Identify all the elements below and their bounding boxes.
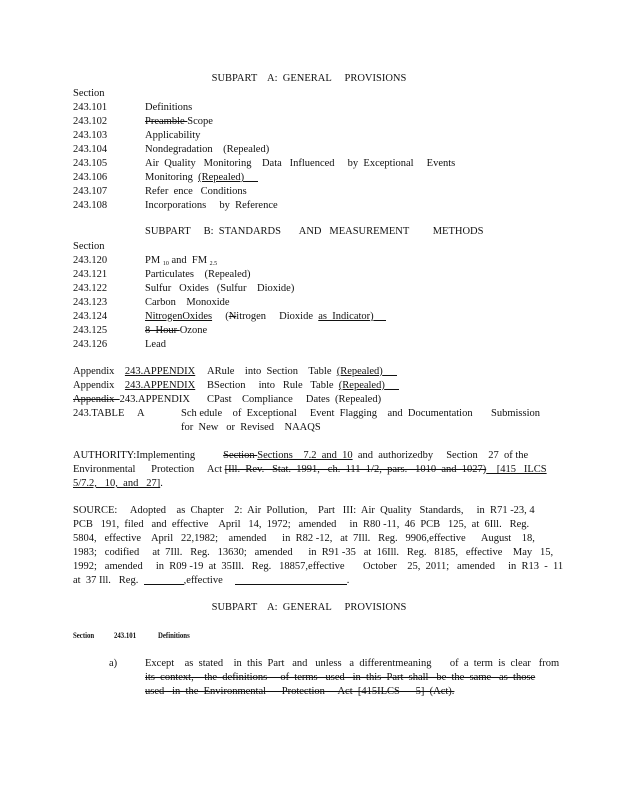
underline-blank bbox=[383, 365, 397, 376]
appendix-row bbox=[73, 365, 195, 378]
source-line bbox=[73, 574, 349, 587]
source-text: . bbox=[346, 575, 350, 586]
struck-text: Section bbox=[223, 450, 258, 461]
appendix-lead: Appendix bbox=[73, 380, 125, 391]
pm-subscript: 10 bbox=[162, 261, 169, 267]
source-line: PCB 191, filed and effective April 14, 1972; amended in R80 -11, 46 PCB 125, at 6Ill. Reg. bbox=[73, 519, 530, 530]
authority-line-1 bbox=[73, 449, 528, 462]
struck-text: 8 Hour bbox=[145, 325, 180, 336]
table-lead: 243.TABLE bbox=[73, 408, 125, 419]
para-line-struck: its context, the definitions of terms used in this Part shall be the same as those bbox=[145, 672, 536, 683]
source-text: at 37 Ill. Reg. bbox=[73, 575, 144, 586]
toc-title bbox=[145, 310, 386, 323]
toc-title: Nondegradation (Repealed) bbox=[145, 144, 270, 155]
source-text: ,effective bbox=[183, 575, 223, 586]
toc-title: Refer ence Conditions bbox=[145, 186, 247, 197]
toc-num: 243.104 bbox=[73, 144, 108, 155]
underline-blank bbox=[244, 171, 258, 182]
toc-title: Incorporations by Reference bbox=[145, 200, 278, 211]
underlined-text: (Repealed) bbox=[198, 172, 245, 183]
pm-text: PM bbox=[145, 255, 163, 266]
subpart-a-title-repeat: SUBPART A: GENERAL PROVISIONS bbox=[211, 602, 407, 613]
appendix-tail: (Repealed) bbox=[338, 380, 385, 391]
appendix-letter: C bbox=[207, 394, 215, 405]
pm-subscript: 2.5 bbox=[209, 261, 218, 267]
toc-title: Air Quality Monitoring Data Influenced by Exceptional Events bbox=[145, 158, 456, 169]
appendix-lead: Appendix bbox=[73, 394, 120, 405]
toc-num: 243.121 bbox=[73, 269, 108, 280]
para-line: Except as stated in this Part and unless a differentmeaning of a term is clear from bbox=[145, 658, 560, 669]
appendix-text: Past Compliance Dates (Repealed) bbox=[214, 394, 382, 405]
authority-label: AUTHORITY:Implementing bbox=[73, 450, 196, 461]
appendix-code: 243.APPENDIX bbox=[124, 380, 196, 391]
appendix-letter: B bbox=[207, 380, 215, 391]
appendix-desc bbox=[207, 393, 381, 406]
struck-text: Preamble bbox=[145, 116, 188, 127]
section-label: Section bbox=[73, 241, 105, 252]
toc-title-text: itrogen Dioxide bbox=[236, 311, 319, 322]
toc-title-text: Monitoring bbox=[145, 172, 199, 183]
toc-title: Definitions bbox=[145, 102, 193, 113]
underlined-text: [415 ILCS bbox=[486, 464, 547, 475]
toc-num: 243.106 bbox=[73, 172, 108, 183]
appendix-row bbox=[73, 393, 190, 406]
toc-title: Lead bbox=[145, 339, 166, 350]
underline-blank bbox=[374, 310, 386, 321]
toc-num: 243.123 bbox=[73, 297, 108, 308]
toc-num: 243.122 bbox=[73, 283, 108, 294]
toc-num: 243.120 bbox=[73, 255, 108, 266]
appendix-row bbox=[73, 379, 195, 392]
toc-num: 243.102 bbox=[73, 116, 108, 127]
subpart-a-title: SUBPART A: GENERAL PROVISIONS bbox=[211, 73, 407, 84]
authority-line-3 bbox=[73, 477, 163, 490]
underline-blank bbox=[235, 574, 347, 585]
toc-num: 243.124 bbox=[73, 311, 108, 322]
underlined-text: as Indicator) bbox=[318, 311, 374, 322]
toc-title: Carbon Monoxide bbox=[145, 297, 230, 308]
toc-num: 243.107 bbox=[73, 186, 108, 197]
section-label: Section bbox=[73, 88, 105, 99]
table-code: A bbox=[137, 408, 145, 419]
appendix-code: 243.APPENDIX bbox=[124, 366, 196, 377]
appendix-code: 243.APPENDIX bbox=[119, 394, 190, 405]
underlined-text: Sections 7.2 and 10 bbox=[257, 450, 353, 461]
struck-text: [Ill. Rev. Stat. 1991, ch. 111 1/2, pars. 1010 and 1027) bbox=[224, 464, 487, 475]
toc-title-text: Ozone bbox=[179, 325, 208, 336]
appendix-letter: A bbox=[207, 366, 215, 377]
toc-title: Sulfur Oxides (Sulfur Dioxide) bbox=[145, 283, 295, 294]
authority-end: . bbox=[160, 478, 163, 489]
appendix-lead: Appendix bbox=[73, 366, 125, 377]
authority-text: Environmental Protection Act bbox=[73, 464, 225, 475]
appendix-tail: (Repealed) bbox=[336, 366, 383, 377]
table-desc-2: for New or Revised NAAQS bbox=[181, 422, 321, 433]
toc-title bbox=[145, 171, 258, 184]
appendix-text: Section into Rule Table bbox=[214, 380, 339, 391]
section-heading-label: Section bbox=[73, 631, 95, 640]
authority-text: and authorizedby Section 27 of the bbox=[352, 450, 529, 461]
toc-title-text: Scope bbox=[187, 116, 213, 127]
toc-num: 243.103 bbox=[73, 130, 108, 141]
underlined-text: NitrogenOxides bbox=[145, 311, 213, 322]
toc-num: 243.101 bbox=[73, 102, 108, 113]
subpart-b-title: SUBPART B: STANDARDS AND MEASUREMENT METHODS bbox=[145, 226, 484, 237]
toc-title: Particulates (Repealed) bbox=[145, 269, 251, 280]
toc-num: 243.105 bbox=[73, 158, 108, 169]
authority-line-2 bbox=[73, 463, 547, 476]
source-line: 1983; codified at 7Ill. Reg. 13630; amended in R91 -35 at 16Ill. Reg. 8185, effective May 15, bbox=[73, 547, 554, 558]
appendix-text: Rule into Section Table bbox=[214, 366, 337, 377]
underline-blank bbox=[144, 574, 184, 585]
toc-title bbox=[145, 115, 213, 128]
struck-text: N bbox=[228, 311, 237, 322]
source-line: 5804, effective April 22,1982; amended in R82 -12, at 7Ill. Reg. 9906,effective August 18, bbox=[73, 533, 535, 544]
pm-text: and FM bbox=[168, 255, 210, 266]
toc-num: 243.125 bbox=[73, 325, 108, 336]
para-label: a) bbox=[109, 658, 118, 669]
toc-title: Applicability bbox=[145, 130, 201, 141]
toc-num: 243.108 bbox=[73, 200, 108, 211]
table-row bbox=[73, 407, 124, 420]
underline-blank bbox=[385, 379, 399, 390]
toc-title-text: ( bbox=[212, 311, 229, 322]
section-heading-title: Definitions bbox=[158, 631, 190, 640]
appendix-desc bbox=[207, 379, 399, 392]
table-desc: Sch edule of Exceptional Event Flagging and Documentation Submission bbox=[181, 408, 540, 419]
toc-num: 243.126 bbox=[73, 339, 108, 350]
section-heading-num: 243.101 bbox=[114, 631, 137, 640]
source-line: 1992; amended in R09 -19 at 35Ill. Reg. 18857,effective October 25, 2011; amended in R13 - 11 bbox=[73, 561, 564, 572]
appendix-desc bbox=[207, 365, 397, 378]
source-line: SOURCE: Adopted as Chapter 2: Air Pollution, Part III: Air Quality Standards, in R71 -23, 4 bbox=[73, 505, 535, 516]
para-line-struck: used in the Environmental Protection Act [415ILCS 5] (Act). bbox=[145, 686, 455, 697]
toc-title bbox=[145, 324, 207, 337]
underlined-text: 5/7.2, 10, and 27] bbox=[73, 478, 161, 489]
